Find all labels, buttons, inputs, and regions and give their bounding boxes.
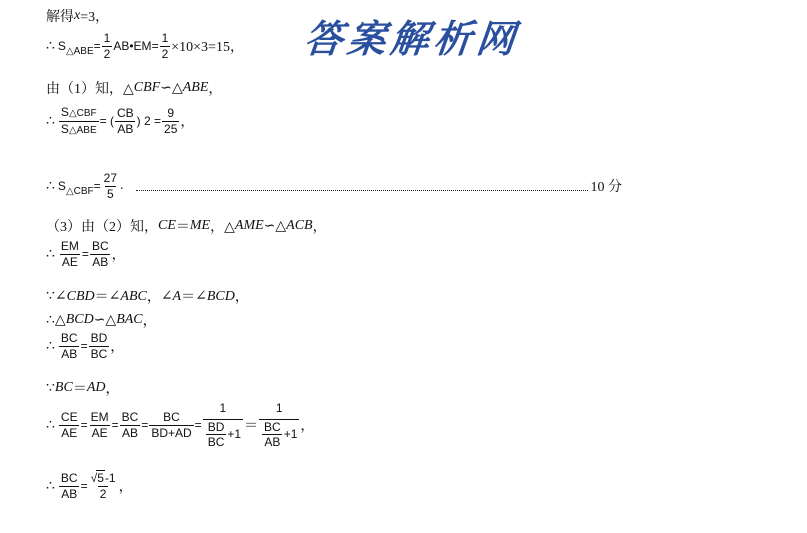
- similar-symbol: ∽△: [160, 80, 183, 96]
- text: ，: [312, 220, 327, 235]
- therefore-symbol: ∴: [46, 113, 55, 129]
- fraction: [59, 332, 80, 360]
- score-label: 10 分: [590, 180, 623, 196]
- area-symbol: S: [57, 39, 66, 54]
- line-area-abe: [46, 32, 244, 60]
- denominator: [59, 121, 99, 137]
- fraction: [90, 240, 111, 268]
- equals: =: [194, 418, 202, 433]
- equals: =: [111, 418, 119, 433]
- angle: ∠CBD: [54, 288, 95, 304]
- equals: ＝: [175, 220, 190, 235]
- fraction-27-5: [102, 172, 119, 200]
- equals: =: [93, 39, 101, 54]
- var-x: x: [74, 8, 81, 23]
- equals: ＝: [244, 419, 259, 435]
- denominator: 25: [164, 121, 178, 136]
- equals: =: [81, 247, 89, 262]
- numerator: 27: [103, 171, 118, 185]
- fraction: [59, 240, 81, 268]
- equals: ＝: [94, 290, 109, 305]
- text: ，: [208, 82, 223, 97]
- line-part3-intro: [46, 216, 327, 236]
- triangle-name: AME: [234, 218, 264, 233]
- numerator: EM: [60, 239, 79, 253]
- text: +1: [283, 427, 298, 442]
- triangle-name: CBF: [133, 80, 161, 95]
- triangle-name: ACB: [286, 218, 313, 233]
- denominator: AB: [264, 435, 281, 450]
- denominator: AB: [61, 346, 78, 361]
- fraction: [89, 411, 111, 439]
- text: （3）由（2）知，: [46, 220, 158, 235]
- fraction: [59, 472, 80, 500]
- text: -1: [104, 471, 116, 485]
- dotted-leader: [136, 182, 588, 191]
- line-chain-equation: [46, 402, 314, 449]
- therefore-symbol: ∴: [46, 246, 55, 262]
- subscript: △CBF: [68, 108, 97, 119]
- angle: ∠BCD: [195, 288, 235, 304]
- angle: ∠A: [160, 288, 182, 304]
- therefore-symbol: ∴: [46, 178, 55, 194]
- text: S: [60, 121, 69, 136]
- line-ratio-bc-ab: [46, 332, 124, 360]
- line-final-answer: [46, 472, 133, 500]
- text: ，: [234, 290, 249, 305]
- denominator: 5: [106, 186, 114, 201]
- equals: =: [93, 179, 101, 194]
- denominator: AE: [61, 254, 78, 269]
- numerator: 1: [161, 31, 169, 45]
- text: = (: [99, 114, 114, 128]
- therefore-symbol: ∴: [46, 417, 55, 433]
- sqrt-symbol: √: [90, 471, 98, 485]
- numerator: BC: [60, 331, 78, 345]
- line-similar-cbf-abe: [46, 78, 222, 98]
- equals: =: [80, 418, 88, 433]
- compound-fraction: [259, 402, 299, 449]
- segment: CE: [158, 218, 176, 233]
- fraction-half: [160, 32, 171, 60]
- segment: AD: [86, 380, 106, 395]
- text: ，: [111, 248, 126, 264]
- because-symbol: ∵: [46, 380, 55, 396]
- line-solve-x: [46, 6, 109, 26]
- fraction: [59, 411, 80, 439]
- denominator: AB: [121, 425, 138, 440]
- text: 解得: [46, 10, 74, 25]
- numerator: BD: [207, 419, 225, 434]
- numerator: BC: [91, 239, 109, 253]
- fraction-cb-ab: [115, 107, 136, 135]
- text: ×10×3=15，: [171, 40, 244, 56]
- radicand: 5: [97, 471, 104, 485]
- text: ，: [180, 115, 195, 130]
- denominator: AE: [61, 425, 78, 440]
- line-area-cbf: [46, 172, 622, 200]
- numerator: EM: [90, 410, 109, 425]
- fraction-9-25: [162, 107, 179, 135]
- line-angles: [46, 286, 249, 306]
- triangle-name: BCD: [65, 312, 94, 327]
- therefore-symbol: ∴: [46, 478, 55, 494]
- line-bc-eq-ad: [46, 378, 119, 398]
- numerator: BC: [60, 471, 78, 485]
- numerator: 1: [103, 31, 111, 45]
- text: ，△: [210, 220, 235, 235]
- subscript: △CBF: [65, 185, 94, 197]
- line-area-ratio: [46, 106, 194, 136]
- denominator: 2: [161, 46, 169, 61]
- numerator: BC: [264, 419, 281, 434]
- text: +1: [227, 427, 242, 442]
- denominator: AE: [91, 425, 108, 440]
- numerator: 1: [219, 401, 227, 415]
- similar-symbol: ∽△: [93, 312, 117, 328]
- numerator: CB: [116, 105, 134, 120]
- denominator: 2: [103, 46, 111, 61]
- therefore-symbol: ∴△: [46, 312, 66, 328]
- denominator: AB: [92, 254, 109, 269]
- fraction: [149, 411, 193, 439]
- segment: BC: [54, 380, 73, 395]
- fraction-golden: [89, 472, 118, 500]
- fraction: [120, 411, 141, 439]
- numerator: 9: [167, 105, 175, 120]
- numerator: BC: [163, 410, 180, 425]
- line-similar-bcd-bac: [46, 310, 157, 330]
- denominator: AB: [117, 121, 134, 136]
- segment: ME: [189, 218, 211, 233]
- equals: =: [80, 339, 88, 354]
- numerator: [59, 106, 99, 121]
- text: ，: [118, 480, 133, 496]
- text: ，: [300, 419, 315, 435]
- angle: ∠ABC: [108, 288, 147, 304]
- denominator: BC: [90, 346, 108, 361]
- numerator: CE: [60, 410, 78, 425]
- numerator: BD: [90, 331, 108, 345]
- text: AB•EM: [113, 39, 152, 54]
- text: S: [60, 105, 69, 119]
- text: ，: [146, 290, 161, 305]
- subscript: △ABE: [68, 124, 97, 136]
- fraction: [89, 332, 110, 360]
- text: ，: [105, 382, 120, 397]
- triangle-name: ABE: [182, 80, 209, 95]
- denominator: [203, 419, 243, 449]
- inner-fraction: [262, 421, 283, 449]
- equals: =: [80, 479, 88, 494]
- similar-symbol: ∽△: [263, 218, 287, 234]
- triangle-name: BAC: [116, 312, 143, 327]
- fraction-half: [102, 32, 113, 60]
- equals: ＝: [181, 290, 196, 305]
- text: ) 2 =: [136, 114, 162, 128]
- area-symbol: S: [57, 179, 66, 194]
- fraction-area-ratio: [59, 106, 99, 136]
- therefore-symbol: ∴: [46, 38, 55, 54]
- denominator: 2: [99, 486, 107, 501]
- equals: ＝: [72, 382, 87, 397]
- numerator: [89, 472, 118, 486]
- subscript: △ABE: [65, 45, 94, 57]
- line-ratio-em-ae: [46, 240, 126, 268]
- because-symbol: ∵: [46, 288, 55, 304]
- denominator: [259, 419, 299, 449]
- denominator: AB: [61, 486, 78, 501]
- text: =3，: [80, 10, 110, 25]
- denominator: BD+AD: [151, 425, 192, 440]
- equals: =: [141, 418, 149, 433]
- watermark-logo: 答案解析网: [302, 17, 522, 61]
- denominator: BC: [207, 435, 225, 450]
- text: ，: [142, 314, 157, 329]
- text: .: [120, 178, 124, 194]
- equals: =: [151, 39, 159, 54]
- therefore-symbol: ∴: [46, 338, 55, 354]
- text: 由（1）知，△: [46, 82, 134, 97]
- numerator: BC: [121, 410, 139, 425]
- text: ，: [110, 340, 125, 356]
- numerator: 1: [275, 401, 283, 415]
- inner-fraction: [206, 421, 227, 449]
- compound-fraction: [203, 402, 243, 449]
